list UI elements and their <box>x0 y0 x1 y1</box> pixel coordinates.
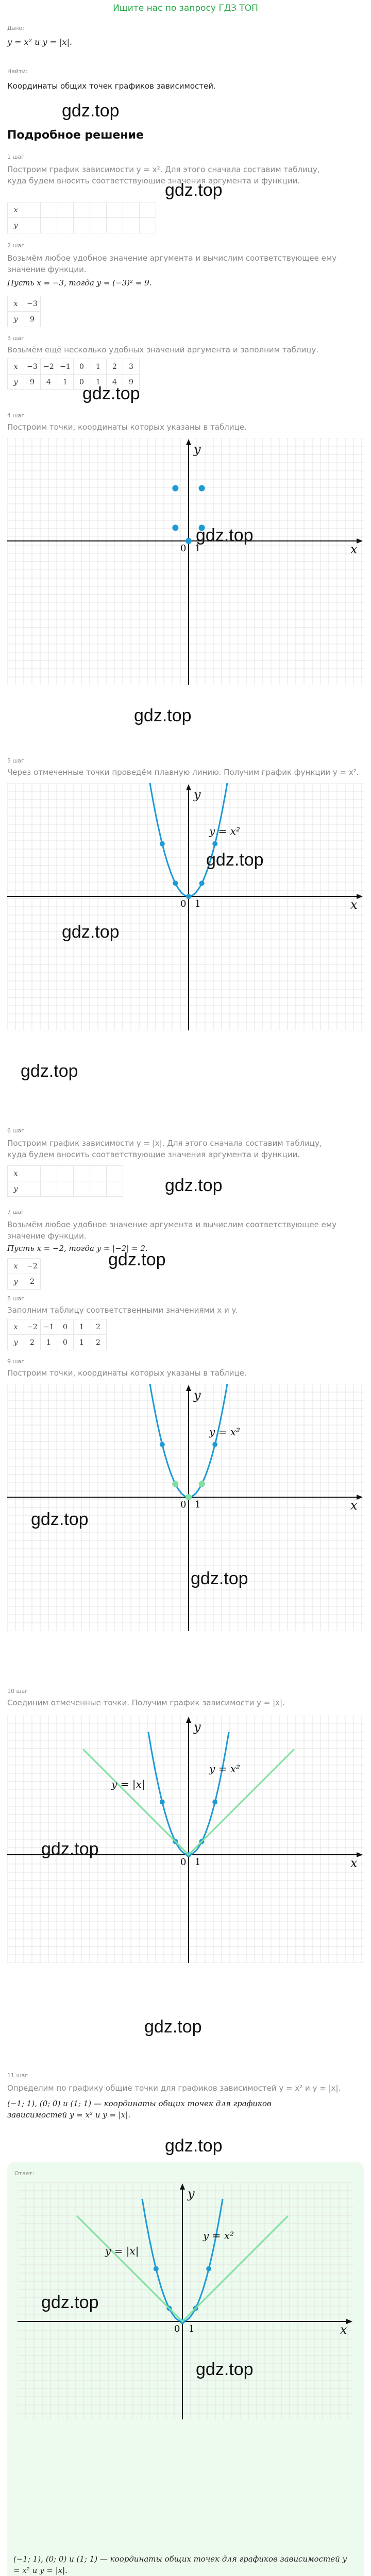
table-cell <box>90 1166 107 1181</box>
data-point <box>186 894 191 899</box>
step-text: Построим график зависимости y = |x|. Для этого сначала составим таблицу, куда будем вносить соответствующие значения аргумента и функции. <box>7 1139 322 1159</box>
table-cell <box>41 202 57 218</box>
table-cell: 4 <box>107 375 123 390</box>
table-cell <box>57 218 74 233</box>
table-cell: 3 <box>123 359 140 375</box>
table-cell <box>107 218 123 233</box>
step-label: 6 шаг <box>7 1127 25 1134</box>
y-axis-arrow <box>186 1385 191 1391</box>
step-label: 1 шаг <box>7 154 25 160</box>
origin-label: 0 <box>180 1499 187 1510</box>
table-cell <box>90 1181 107 1197</box>
table-cell <box>107 1181 123 1197</box>
table-cell <box>41 218 57 233</box>
unit-label: 1 <box>195 1857 201 1868</box>
x-axis-label: x <box>350 1498 358 1513</box>
watermark: gdz.top <box>62 101 120 121</box>
value-table-2 <box>7 296 41 327</box>
data-point <box>185 538 192 544</box>
step-text: Построим точки, координаты которых указаны в таблице. <box>7 1368 247 1378</box>
data-point <box>212 1800 217 1805</box>
step-text-detail: Пусть x = −2, тогда y = |−2| = 2. <box>7 1244 148 1253</box>
watermark: gdz.top <box>62 922 120 942</box>
origin-label: 0 <box>180 1857 187 1868</box>
table-header-y: y <box>8 312 24 327</box>
table-cell <box>107 1166 123 1181</box>
step-label: 5 шаг <box>7 757 25 764</box>
watermark: gdz.top <box>206 850 264 870</box>
table-cell <box>74 218 90 233</box>
table-cell: 9 <box>123 375 140 390</box>
watermark: gdz.top <box>108 1250 166 1269</box>
table-header-x: x <box>8 1259 24 1274</box>
y-axis-label: y <box>194 442 201 456</box>
step-text-detail: (−1; 1), (0; 0) и (1; 1) — координаты общих точек для графиков зависимостей y = x² и y = |x|. <box>7 2099 272 2120</box>
x-axis-label: x <box>350 542 358 556</box>
top-search-link[interactable]: Ищите нас по запросу ГДЗ ТОП <box>113 3 258 13</box>
step-text: Построим точки, координаты которых указаны в таблице. <box>7 422 247 432</box>
table-header-x: x <box>8 1319 24 1335</box>
step-label: 8 шаг <box>7 1295 25 1302</box>
watermark: gdz.top <box>41 2293 99 2312</box>
step-text: Через отмеченные точки проведём плавную линию. Получим график функции y = x². <box>7 768 359 777</box>
watermark: gdz.top <box>21 1061 78 1081</box>
table-header-y: y <box>8 375 24 390</box>
unit-label: 1 <box>195 1499 201 1510</box>
value-table-1 <box>7 202 156 233</box>
table-cell: −2 <box>24 1259 41 1274</box>
data-point <box>160 1442 165 1447</box>
step-label: 4 шаг <box>7 412 25 419</box>
table-cell <box>24 1181 41 1197</box>
given-text: y = x² и y = |x|. <box>7 37 73 47</box>
parabola-label: y = x² <box>209 825 241 837</box>
given-label: Дано: <box>7 25 24 31</box>
table-cell <box>90 218 107 233</box>
table-cell <box>24 218 41 233</box>
answer-label: Ответ: <box>14 2170 35 2177</box>
table-cell: −1 <box>41 1319 57 1335</box>
step-label: 7 шаг <box>7 1209 25 1215</box>
solution-heading: Подробное решение <box>7 129 144 142</box>
table-cell: 0 <box>57 1319 74 1335</box>
table-cell <box>41 1181 57 1197</box>
y-axis-arrow <box>180 2183 185 2190</box>
step-label: 3 шаг <box>7 335 25 342</box>
find-label: Найти: <box>7 68 28 75</box>
x-axis-label: x <box>350 897 358 912</box>
table-cell <box>74 1166 90 1181</box>
table-cell <box>41 1166 57 1181</box>
watermark: gdz.top <box>196 2360 254 2379</box>
data-point <box>173 880 178 886</box>
table-cell: −3 <box>24 359 41 375</box>
table-cell: 1 <box>74 1335 90 1350</box>
x-axis-arrow <box>346 2319 352 2324</box>
table-cell <box>24 202 41 218</box>
table-cell <box>57 202 74 218</box>
y-axis-label: y <box>194 1720 201 1734</box>
table-header-x: x <box>8 1166 24 1181</box>
table-cell: 4 <box>41 375 57 390</box>
table-cell <box>57 1181 74 1197</box>
data-point <box>160 1800 165 1805</box>
y-axis-arrow <box>186 1717 191 1723</box>
step-label: 2 шаг <box>7 242 25 249</box>
parabola-label: y = x² <box>203 2229 234 2242</box>
step-text-detail: Пусть x = −3, тогда y = (−3)² = 9. <box>7 278 152 287</box>
table-header-x: x <box>8 296 24 312</box>
value-table-6 <box>7 1165 123 1197</box>
data-point <box>154 2266 159 2272</box>
table-cell: 2 <box>90 1335 107 1350</box>
graph-points-parabola <box>7 438 364 685</box>
origin-label: 0 <box>174 2324 180 2334</box>
data-point <box>199 880 205 886</box>
y-axis-arrow <box>186 439 191 445</box>
table-header-y: y <box>8 218 24 233</box>
data-point <box>172 1481 178 1487</box>
table-cell: 1 <box>41 1335 57 1350</box>
step-text: Возьмём любое удобное значение аргумента и вычислим соответствующее ему значение функции. <box>7 253 337 274</box>
data-point <box>185 1494 192 1500</box>
step-text: Построим график зависимости y = x². Для этого сначала составим таблицу, куда будем вносить соответствующие значения аргумента и функции. <box>7 165 320 185</box>
table-cell: 1 <box>57 375 74 390</box>
step-label: 10 шаг <box>7 1688 28 1694</box>
watermark: gdz.top <box>134 706 192 725</box>
unit-label: 1 <box>195 899 201 909</box>
data-point <box>172 524 178 531</box>
table-cell <box>57 1166 74 1181</box>
table-cell: 2 <box>90 1319 107 1335</box>
parabola-label: y = x² <box>209 1762 241 1775</box>
table-cell: 1 <box>74 1319 90 1335</box>
graph-parabola <box>7 783 364 1030</box>
value-table-8 <box>7 1319 107 1350</box>
table-header-x: x <box>8 359 24 375</box>
step-text: Соединим отмеченные точки. Получим график зависимости y = |x|. <box>7 1698 285 1707</box>
y-axis-label: y <box>194 787 201 802</box>
table-cell: 9 <box>24 312 41 327</box>
watermark: gdz.top <box>196 526 254 545</box>
table-header-y: y <box>8 1181 24 1197</box>
step-text: Заполним таблицу соответственными значениями x и y. <box>7 1306 238 1315</box>
data-point <box>212 1442 217 1447</box>
table-header-y: y <box>8 1335 24 1350</box>
y-axis-label: y <box>194 1388 201 1402</box>
watermark: gdz.top <box>165 2136 223 2156</box>
table-header-y: y <box>8 1274 24 1290</box>
table-cell: 9 <box>24 375 41 390</box>
table-cell: 2 <box>24 1274 41 1290</box>
table-cell: 0 <box>57 1335 74 1350</box>
step-text: Возьмём ещё несколько удобных значений аргумента и заполним таблицу. <box>7 345 319 354</box>
y-axis-arrow <box>186 784 191 790</box>
watermark: gdz.top <box>191 1569 248 1588</box>
table-cell <box>123 218 140 233</box>
x-axis-label: x <box>350 1856 358 1870</box>
table-cell <box>90 202 107 218</box>
unit-label: 1 <box>189 2324 195 2334</box>
watermark: gdz.top <box>82 384 140 403</box>
origin-label: 0 <box>180 899 187 909</box>
step-label: 11 шаг <box>7 2072 28 2079</box>
table-cell: 2 <box>24 1335 41 1350</box>
parabola-label: y = x² <box>209 1426 241 1438</box>
answer-text: (−1; 1), (0; 0) и (1; 1) — координаты общих точек для графиков зависимостей y = x² и y = |x|. <box>13 2554 347 2575</box>
data-point <box>206 2266 211 2272</box>
table-cell: 1 <box>90 359 107 375</box>
table-cell: 0 <box>74 375 90 390</box>
data-point <box>160 841 165 846</box>
table-cell <box>140 218 156 233</box>
watermark: gdz.top <box>41 1839 99 1859</box>
step-text: Возьмём любое удобное значение аргумента и вычислим соответствующее ему значение функции. <box>7 1220 337 1241</box>
answer-box <box>7 2162 364 2576</box>
watermark: gdz.top <box>31 1510 89 1529</box>
table-cell: −2 <box>24 1319 41 1335</box>
data-point <box>199 1481 205 1487</box>
data-point <box>212 841 217 846</box>
data-point <box>172 485 178 492</box>
table-cell: −3 <box>24 296 41 312</box>
watermark: gdz.top <box>165 180 223 200</box>
table-header-x: x <box>8 202 24 218</box>
abs-label: y = |x| <box>111 1778 145 1790</box>
table-cell <box>74 1181 90 1197</box>
x-axis-label: x <box>340 2323 347 2337</box>
table-cell <box>74 202 90 218</box>
graph-parabola-with-abs-points <box>7 1384 364 1631</box>
watermark: gdz.top <box>165 1176 223 1195</box>
data-point <box>199 485 205 492</box>
table-cell <box>123 202 140 218</box>
find-text: Координаты общих точек графиков зависимостей. <box>7 81 216 91</box>
unit-label: 1 <box>195 543 201 554</box>
value-table-7 <box>7 1258 41 1290</box>
table-cell: 0 <box>74 359 90 375</box>
table-cell <box>107 202 123 218</box>
table-cell: 2 <box>107 359 123 375</box>
y-axis-label: y <box>188 2187 195 2201</box>
table-cell <box>140 202 156 218</box>
origin-label: 0 <box>180 543 187 554</box>
table-cell <box>24 1166 41 1181</box>
step-text: Определим по графику общие точки для графиков зависимостей y = x² и y = |x|. <box>7 2083 341 2093</box>
table-cell: −1 <box>57 359 74 375</box>
step-label: 9 шаг <box>7 1358 25 1365</box>
table-cell: 1 <box>90 375 107 390</box>
table-cell: −2 <box>41 359 57 375</box>
abs-label: y = |x| <box>105 2245 139 2257</box>
watermark: gdz.top <box>144 2017 202 2037</box>
